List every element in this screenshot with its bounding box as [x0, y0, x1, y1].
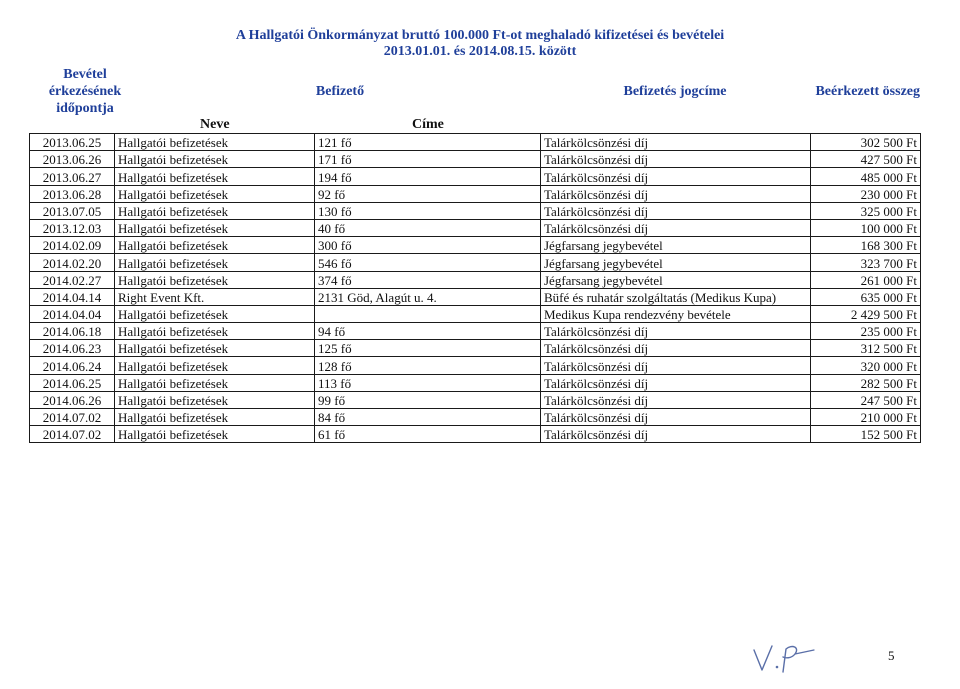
cell-payer-name: Hallgatói befizetések	[115, 305, 315, 322]
cell-date: 2013.06.26	[30, 151, 115, 168]
ledger-table	[29, 133, 921, 443]
cell-amount: 635 000 Ft	[811, 288, 921, 305]
cell-payment-title: Talárkölcsönzési díj	[541, 391, 811, 408]
cell-amount: 247 500 Ft	[811, 391, 921, 408]
cell-date: 2013.06.25	[30, 134, 115, 151]
cell-payer-name: Hallgatói befizetések	[115, 168, 315, 185]
header-income-line-3: időpontja	[56, 101, 114, 116]
cell-payer-address: 94 fő	[315, 323, 541, 340]
header-received-amount: Beérkezett összeg	[815, 84, 920, 99]
cell-payment-title: Büfé és ruhatár szolgáltatás (Medikus Kupa)	[541, 288, 811, 305]
cell-payment-title: Talárkölcsönzési díj	[541, 374, 811, 391]
cell-payer-name: Hallgatói befizetések	[115, 254, 315, 271]
document-date-range: 2013.01.01. és 2014.08.15. között	[383, 44, 577, 59]
table-row	[30, 426, 921, 443]
cell-amount: 320 000 Ft	[811, 357, 921, 374]
cell-payer-name: Hallgatói befizetések	[115, 426, 315, 443]
cell-payer-name: Right Event Kft.	[115, 288, 315, 305]
cell-payer-address: 546 fő	[315, 254, 541, 271]
cell-date: 2014.06.18	[30, 323, 115, 340]
ledger-body	[30, 134, 921, 443]
cell-payer-name: Hallgatói befizetések	[115, 185, 315, 202]
cell-payer-address: 128 fő	[315, 357, 541, 374]
table-row	[30, 288, 921, 305]
cell-payment-title: Talárkölcsönzési díj	[541, 219, 811, 236]
cell-date: 2014.04.14	[30, 288, 115, 305]
cell-payer-address: 2131 Göd, Alagút u. 4.	[315, 288, 541, 305]
cell-payment-title: Talárkölcsönzési díj	[541, 409, 811, 426]
cell-payer-name: Hallgatói befizetések	[115, 202, 315, 219]
cell-amount: 485 000 Ft	[811, 168, 921, 185]
cell-payer-name: Hallgatói befizetések	[115, 323, 315, 340]
cell-payer-name: Hallgatói befizetések	[115, 271, 315, 288]
table-row	[30, 357, 921, 374]
cell-payer-address: 130 fő	[315, 202, 541, 219]
cell-amount: 312 500 Ft	[811, 340, 921, 357]
cell-payer-address: 300 fő	[315, 237, 541, 254]
table-row	[30, 340, 921, 357]
cell-date: 2014.06.24	[30, 357, 115, 374]
cell-amount: 323 700 Ft	[811, 254, 921, 271]
document-title: A Hallgatói Önkormányzat bruttó 100.000 Ft-ot meghaladó kifizetései és bevételei	[235, 28, 725, 43]
table-row	[30, 305, 921, 322]
table-row	[30, 323, 921, 340]
cell-date: 2014.07.02	[30, 426, 115, 443]
cell-amount: 427 500 Ft	[811, 151, 921, 168]
cell-date: 2014.02.20	[30, 254, 115, 271]
cell-amount: 302 500 Ft	[811, 134, 921, 151]
header-payer: Befizető	[315, 84, 365, 99]
cell-date: 2014.07.02	[30, 409, 115, 426]
header-income-arrival-date	[20, 66, 150, 117]
cell-payment-title: Medikus Kupa rendezvény bevétele	[541, 305, 811, 322]
cell-payer-name: Hallgatói befizetések	[115, 409, 315, 426]
cell-payer-address: 121 fő	[315, 134, 541, 151]
subheader-name: Neve	[200, 117, 230, 132]
cell-payer-address: 40 fő	[315, 219, 541, 236]
cell-date: 2013.12.03	[30, 219, 115, 236]
cell-amount: 210 000 Ft	[811, 409, 921, 426]
table-row	[30, 151, 921, 168]
table-row	[30, 202, 921, 219]
cell-payer-address: 125 fő	[315, 340, 541, 357]
cell-payer-address: 113 fő	[315, 374, 541, 391]
cell-date: 2013.07.05	[30, 202, 115, 219]
cell-amount: 282 500 Ft	[811, 374, 921, 391]
header-income-line-1: Bevétel	[63, 67, 107, 82]
cell-payer-name: Hallgatói befizetések	[115, 391, 315, 408]
table-row	[30, 134, 921, 151]
cell-date: 2014.04.04	[30, 305, 115, 322]
signature-initials	[752, 640, 832, 676]
cell-payer-name: Hallgatói befizetések	[115, 134, 315, 151]
cell-date: 2014.06.25	[30, 374, 115, 391]
cell-payer-name: Hallgatói befizetések	[115, 151, 315, 168]
cell-payer-address	[315, 305, 541, 322]
cell-payment-title: Jégfarsang jegybevétel	[541, 271, 811, 288]
cell-payer-name: Hallgatói befizetések	[115, 374, 315, 391]
cell-payer-address: 84 fő	[315, 409, 541, 426]
cell-payment-title: Talárkölcsönzési díj	[541, 134, 811, 151]
cell-payment-title: Talárkölcsönzési díj	[541, 357, 811, 374]
cell-date: 2014.02.09	[30, 237, 115, 254]
cell-date: 2013.06.27	[30, 168, 115, 185]
table-row	[30, 374, 921, 391]
cell-payment-title: Talárkölcsönzési díj	[541, 185, 811, 202]
table-row	[30, 168, 921, 185]
cell-amount: 230 000 Ft	[811, 185, 921, 202]
cell-payment-title: Talárkölcsönzési díj	[541, 168, 811, 185]
table-row	[30, 219, 921, 236]
subheader-address: Címe	[412, 117, 444, 132]
cell-amount: 168 300 Ft	[811, 237, 921, 254]
table-row	[30, 185, 921, 202]
cell-payment-title: Talárkölcsönzési díj	[541, 202, 811, 219]
cell-date: 2013.06.28	[30, 185, 115, 202]
table-row	[30, 271, 921, 288]
cell-payment-title: Talárkölcsönzési díj	[541, 323, 811, 340]
cell-date: 2014.06.26	[30, 391, 115, 408]
header-income-line-2: érkezésének	[48, 84, 122, 99]
cell-payer-address: 194 fő	[315, 168, 541, 185]
cell-payer-address: 92 fő	[315, 185, 541, 202]
cell-amount: 2 429 500 Ft	[811, 305, 921, 322]
cell-payment-title: Talárkölcsönzési díj	[541, 151, 811, 168]
cell-payer-name: Hallgatói befizetések	[115, 357, 315, 374]
cell-payer-address: 171 fő	[315, 151, 541, 168]
cell-payer-name: Hallgatói befizetések	[115, 219, 315, 236]
table-row	[30, 237, 921, 254]
cell-payment-title: Talárkölcsönzési díj	[541, 340, 811, 357]
cell-payment-title: Talárkölcsönzési díj	[541, 426, 811, 443]
cell-date: 2014.02.27	[30, 271, 115, 288]
cell-payer-address: 374 fő	[315, 271, 541, 288]
cell-payer-name: Hallgatói befizetések	[115, 237, 315, 254]
cell-amount: 152 500 Ft	[811, 426, 921, 443]
cell-date: 2014.06.23	[30, 340, 115, 357]
header-payment-title: Befizetés jogcíme	[623, 84, 727, 99]
cell-payer-address: 61 fő	[315, 426, 541, 443]
cell-payment-title: Jégfarsang jegybevétel	[541, 237, 811, 254]
table-row	[30, 254, 921, 271]
table-row	[30, 391, 921, 408]
cell-payer-name: Hallgatói befizetések	[115, 340, 315, 357]
cell-payment-title: Jégfarsang jegybevétel	[541, 254, 811, 271]
cell-amount: 325 000 Ft	[811, 202, 921, 219]
cell-amount: 261 000 Ft	[811, 271, 921, 288]
table-row	[30, 409, 921, 426]
page-number: 5	[888, 648, 895, 663]
cell-amount: 100 000 Ft	[811, 219, 921, 236]
cell-amount: 235 000 Ft	[811, 323, 921, 340]
cell-payer-address: 99 fő	[315, 391, 541, 408]
